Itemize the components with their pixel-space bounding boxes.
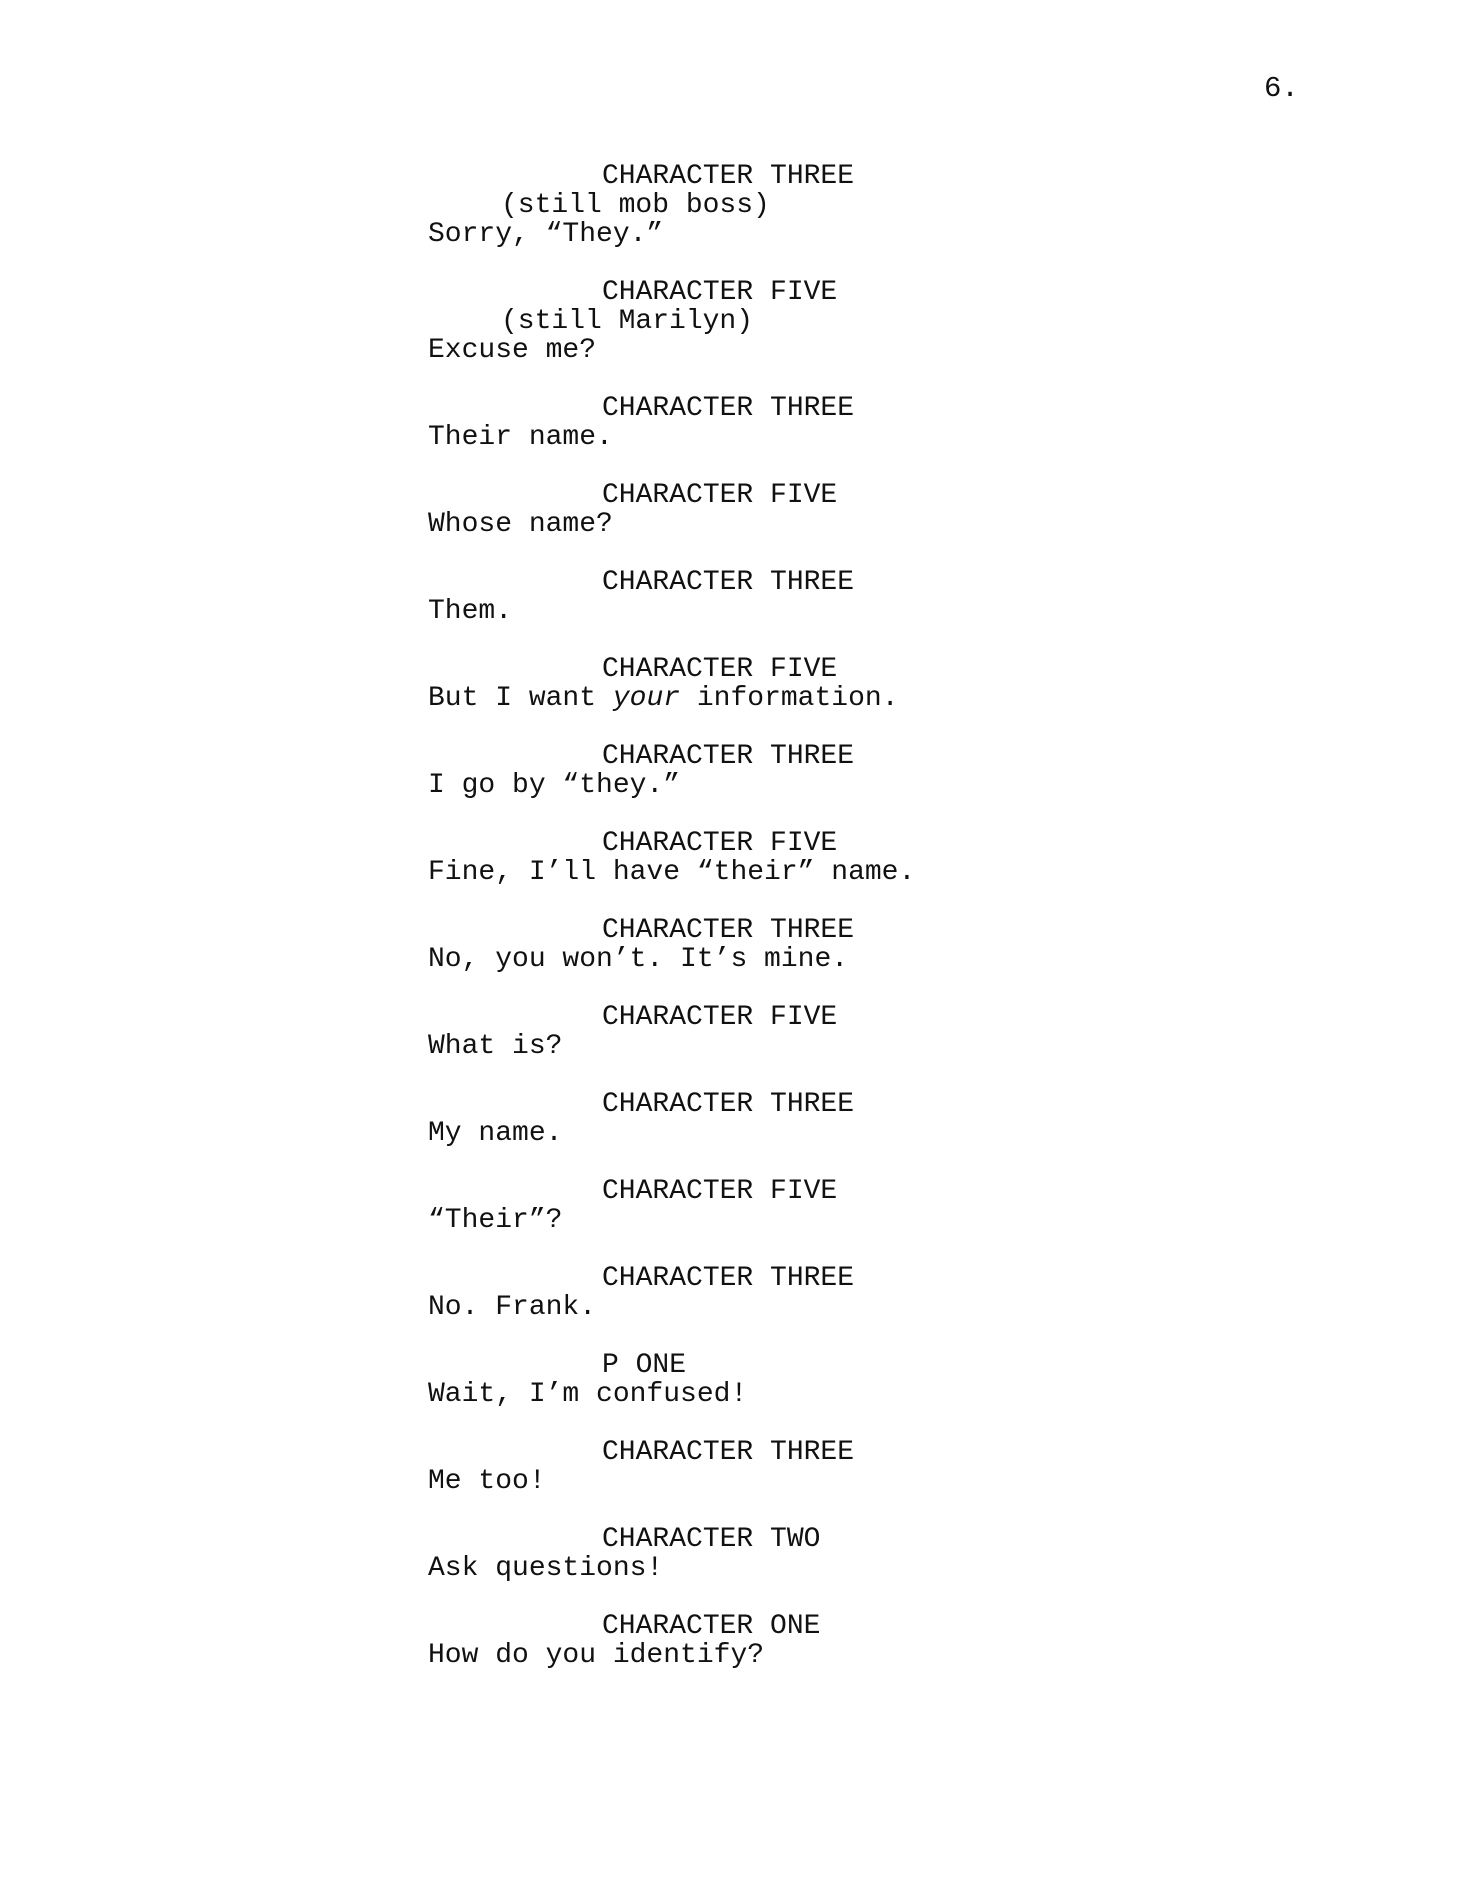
character-name: CHARACTER FIVE: [602, 1176, 838, 1207]
character-name: CHARACTER ONE: [602, 1611, 821, 1642]
dialogue-block: [428, 742, 1328, 800]
character-name: CHARACTER TWO: [602, 1524, 821, 1555]
dialogue-line: No. Frank.: [428, 1292, 597, 1323]
dialogue-line: Their name.: [428, 422, 613, 453]
dialogue-block: [428, 829, 1328, 887]
dialogue-list: [428, 162, 1328, 1699]
dialogue-line: No, you won’t. It’s mine.: [428, 944, 849, 975]
dialogue-block: [428, 655, 1328, 713]
dialogue-block: [428, 1264, 1328, 1322]
character-name: CHARACTER THREE: [602, 1437, 855, 1468]
dialogue-block: [428, 568, 1328, 626]
character-name: CHARACTER THREE: [602, 741, 855, 772]
dialogue-block: [428, 1177, 1328, 1235]
dialogue-text: information.: [680, 683, 899, 714]
dialogue-text: But I want: [428, 683, 613, 714]
character-name: CHARACTER FIVE: [602, 1002, 838, 1033]
dialogue-line: Wait, I’m confused!: [428, 1379, 748, 1410]
parenthetical: (still Marilyn): [501, 306, 754, 337]
page-number: 6.: [1264, 72, 1299, 105]
dialogue-line: How do you identify?: [428, 1640, 765, 1671]
dialogue-line: Excuse me?: [428, 335, 597, 366]
dialogue-line: Fine, I’ll have “their” name.: [428, 857, 916, 888]
character-name: CHARACTER THREE: [602, 1089, 855, 1120]
dialogue-block: [428, 394, 1328, 452]
dialogue-line: What is?: [428, 1031, 563, 1062]
dialogue-block: [428, 1351, 1328, 1409]
dialogue-line: I go by “they.”: [428, 770, 681, 801]
character-name: P ONE: [602, 1350, 687, 1381]
character-name: CHARACTER THREE: [602, 915, 855, 946]
dialogue-block: [428, 162, 1328, 249]
dialogue-line: Me too!: [428, 1466, 546, 1497]
dialogue-block: [428, 1003, 1328, 1061]
dialogue-line: Them.: [428, 596, 513, 627]
character-name: CHARACTER THREE: [602, 393, 855, 424]
dialogue-block: [428, 278, 1328, 365]
character-name: CHARACTER THREE: [602, 1263, 855, 1294]
dialogue-line: My name.: [428, 1118, 563, 1149]
dialogue-block: [428, 1612, 1328, 1670]
dialogue-line: Sorry, “They.”: [428, 219, 664, 250]
dialogue-block: [428, 1438, 1328, 1496]
character-name: CHARACTER FIVE: [602, 277, 838, 308]
character-name: CHARACTER THREE: [602, 567, 855, 598]
emphasized-text: your: [612, 683, 681, 714]
parenthetical: (still mob boss): [501, 190, 770, 221]
character-name: CHARACTER FIVE: [602, 480, 838, 511]
dialogue-line: Whose name?: [428, 509, 613, 540]
dialogue-block: [428, 1090, 1328, 1148]
dialogue-block: [428, 1525, 1328, 1583]
character-name: CHARACTER FIVE: [602, 654, 838, 685]
dialogue-block: [428, 481, 1328, 539]
dialogue-line: “Their”?: [428, 1205, 563, 1236]
dialogue-line: [428, 684, 1328, 713]
dialogue-block: [428, 916, 1328, 974]
character-name: CHARACTER FIVE: [602, 828, 838, 859]
character-name: CHARACTER THREE: [602, 161, 855, 192]
dialogue-line: Ask questions!: [428, 1553, 664, 1584]
